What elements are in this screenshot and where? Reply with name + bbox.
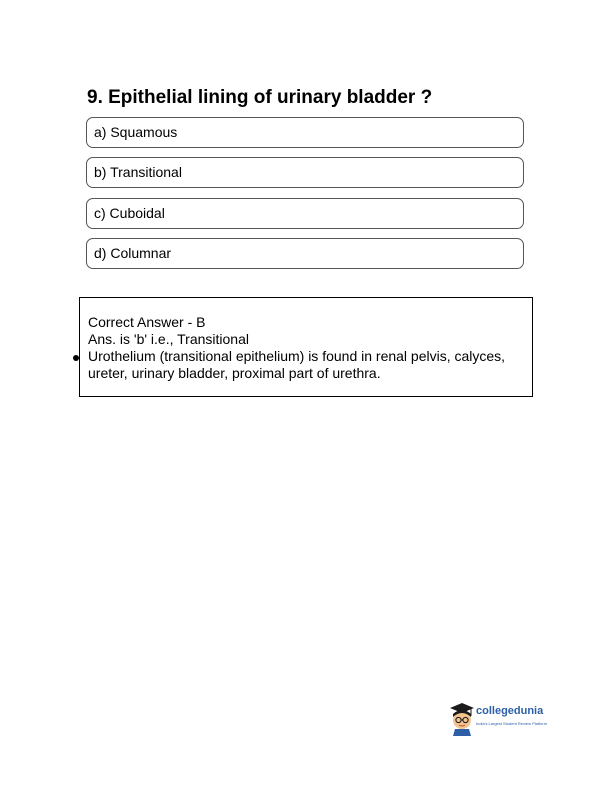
collegedunia-logo [449, 700, 549, 738]
answer-box [79, 297, 533, 397]
option-b[interactable]: b) Transitional [86, 157, 524, 188]
option-c[interactable]: c) Cuboidal [86, 198, 524, 229]
option-a[interactable]: a) Squamous [86, 117, 524, 148]
correct-answer: Correct Answer - B [88, 314, 206, 330]
logo-wordmark: collegedunia [476, 705, 544, 717]
question-title: 9. Epithelial lining of urinary bladder ? [87, 87, 433, 108]
answer-explanation: Urothelium (transitional epithelium) is found in renal pelvis, calyces, ureter, urinary bladder, proximal part of urethra. [88, 348, 506, 381]
logo-tagline: India's Largest Student Review Platform [476, 721, 548, 726]
mascot-logo-icon [449, 702, 475, 736]
answer-statement: Ans. is 'b' i.e., Transitional [88, 331, 249, 347]
bullet-icon [73, 355, 79, 361]
option-d[interactable]: d) Columnar [86, 238, 524, 269]
